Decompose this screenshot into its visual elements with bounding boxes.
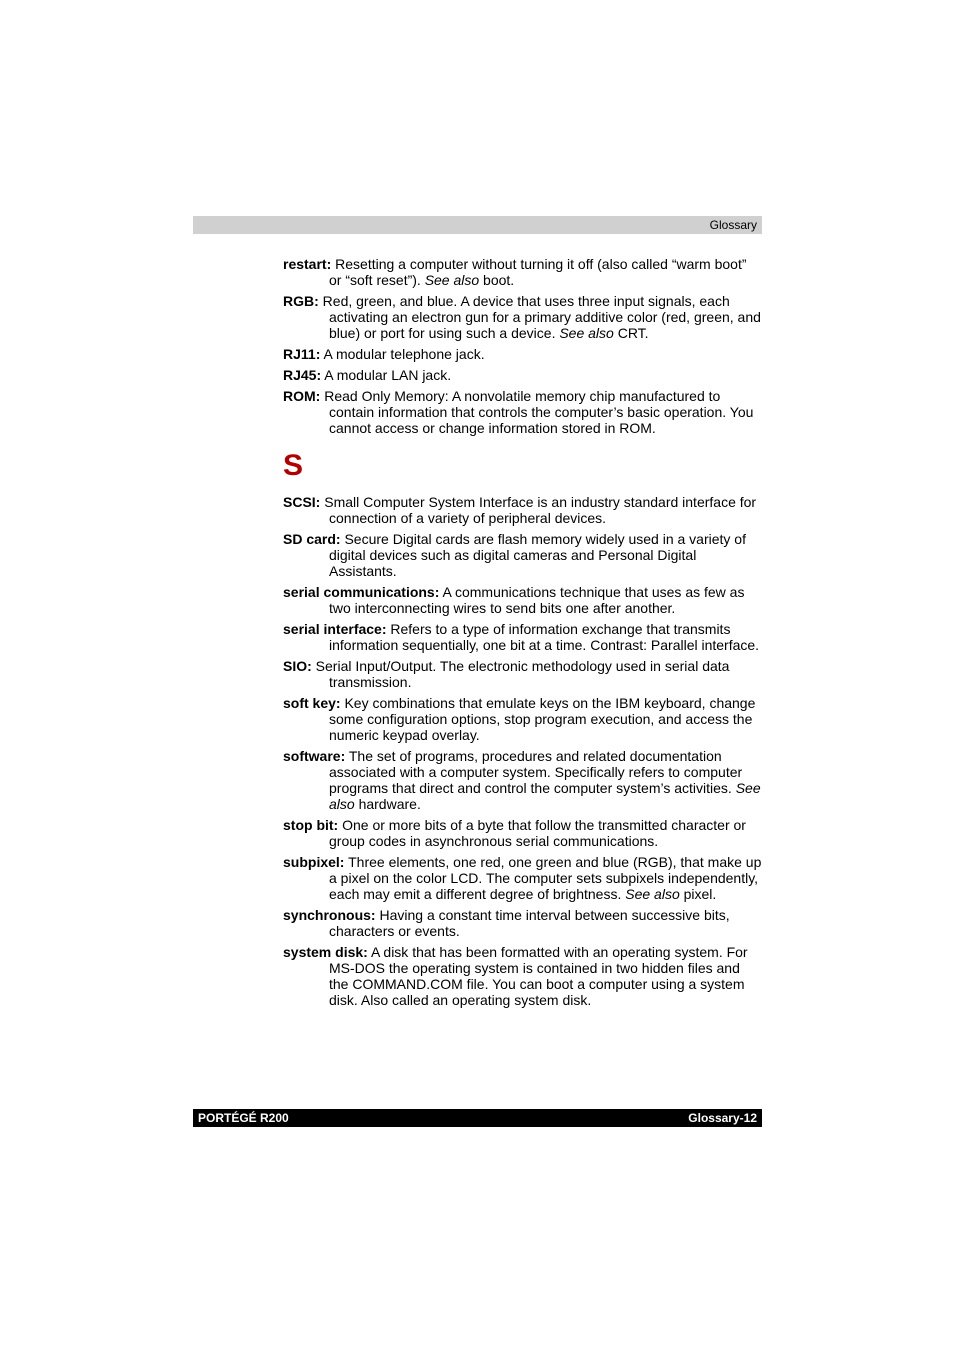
glossary-definition: The set of programs, procedures and related documentation associated with a computer system. Specifically refers to computer programs that direct and control the computer system’s activities. <box>329 748 743 796</box>
glossary-entry <box>283 256 762 288</box>
glossary-term: subpixel: <box>283 854 345 870</box>
see-also-target: CRT. <box>613 325 649 341</box>
see-also-target: pixel. <box>679 886 717 902</box>
glossary-term: serial communications: <box>283 584 440 600</box>
glossary-term: RGB: <box>283 293 319 309</box>
glossary-term: system disk: <box>283 944 368 960</box>
glossary-definition: One or more bits of a byte that follow the transmitted character or group codes in asynchronous serial communications. <box>329 817 746 849</box>
glossary-entry <box>283 531 762 579</box>
glossary-term: synchronous: <box>283 907 376 923</box>
see-also-target: hardware. <box>354 796 421 812</box>
see-also-target: boot. <box>479 272 515 288</box>
glossary-list-r <box>283 256 762 436</box>
glossary-definition: A disk that has been formatted with an operating system. For MS-DOS the operating system is contained in two hidden files and the COMMAND.COM file. You can boot a computer using a system disk. Also called an operating system disk. <box>329 944 748 1008</box>
see-also-label: See also <box>329 780 761 812</box>
glossary-entry <box>283 388 762 436</box>
glossary-entry <box>283 944 762 1008</box>
glossary-term: soft key: <box>283 695 341 711</box>
glossary-entry <box>283 658 762 690</box>
glossary-term: serial interface: <box>283 621 387 637</box>
glossary-entry <box>283 907 762 939</box>
glossary-entry <box>283 621 762 653</box>
glossary-definition: Secure Digital cards are flash memory widely used in a variety of digital devices such as digital cameras and Personal Digital Assistants. <box>329 531 746 579</box>
see-also-label: See also <box>625 886 680 902</box>
glossary-entry <box>283 695 762 743</box>
glossary-definition: Resetting a computer without turning it off (also called “warm boot” or “soft reset”). <box>329 256 747 288</box>
glossary-definition: A communications technique that uses as few as two interconnecting wires to send bits one after another. <box>329 584 745 616</box>
glossary-term: RJ11: <box>283 346 321 362</box>
glossary-content <box>283 256 762 1013</box>
header-section-title: Glossary <box>709 218 757 232</box>
see-also-label: See also <box>424 272 480 288</box>
glossary-term: software: <box>283 748 346 764</box>
footer-page-number: Glossary-12 <box>688 1111 757 1125</box>
glossary-term: ROM: <box>283 388 321 404</box>
glossary-entry <box>283 854 762 902</box>
see-also-label: See also <box>559 325 614 341</box>
glossary-definition: Having a constant time interval between successive bits, characters or events. <box>329 907 730 939</box>
glossary-term: SCSI: <box>283 494 321 510</box>
section-letter-heading: S <box>283 449 304 482</box>
glossary-term: restart: <box>283 256 332 272</box>
glossary-entry <box>283 494 762 526</box>
glossary-term: RJ45: <box>283 367 322 383</box>
glossary-definition: A modular LAN jack. <box>324 367 452 383</box>
glossary-entry <box>283 346 762 362</box>
glossary-definition: Read Only Memory: A nonvolatile memory chip manufactured to contain information that controls the computer’s basic operation. You cannot access or change information stored in ROM. <box>324 388 754 436</box>
glossary-term: SIO: <box>283 658 312 674</box>
running-header <box>193 216 762 234</box>
glossary-term: SD card: <box>283 531 341 547</box>
glossary-definition: Key combinations that emulate keys on the IBM keyboard, change some configuration options, stop program execution, and access the numeric keypad overlay. <box>329 695 756 743</box>
glossary-definition: Serial Input/Output. The electronic methodology used in serial data transmission. <box>315 658 730 690</box>
glossary-entry <box>283 293 762 341</box>
running-footer <box>193 1109 762 1127</box>
glossary-definition: A modular telephone jack. <box>323 346 485 362</box>
glossary-definition: Refers to a type of information exchange that transmits information sequentially, one bit at a time. Contrast: Parallel interface. <box>329 621 760 653</box>
glossary-definition: Small Computer System Interface is an industry standard interface for connection of a variety of peripheral devices. <box>324 494 757 526</box>
glossary-term: stop bit: <box>283 817 339 833</box>
glossary-entry <box>283 748 762 812</box>
glossary-entry <box>283 367 762 383</box>
glossary-entry <box>283 584 762 616</box>
glossary-entry <box>283 817 762 849</box>
glossary-list-s <box>283 494 762 1008</box>
footer-product-name: PORTÉGÉ R200 <box>198 1111 289 1125</box>
glossary-definition: Red, green, and blue. A device that uses three input signals, each activating an electron gun for a primary additive color (red, green, and blue) or port for using such a device. <box>322 293 761 341</box>
glossary-definition: Three elements, one red, one green and blue (RGB), that make up a pixel on the color LCD. The computer sets subpixels independently, each may emit a different degree of brightness. <box>329 854 762 902</box>
